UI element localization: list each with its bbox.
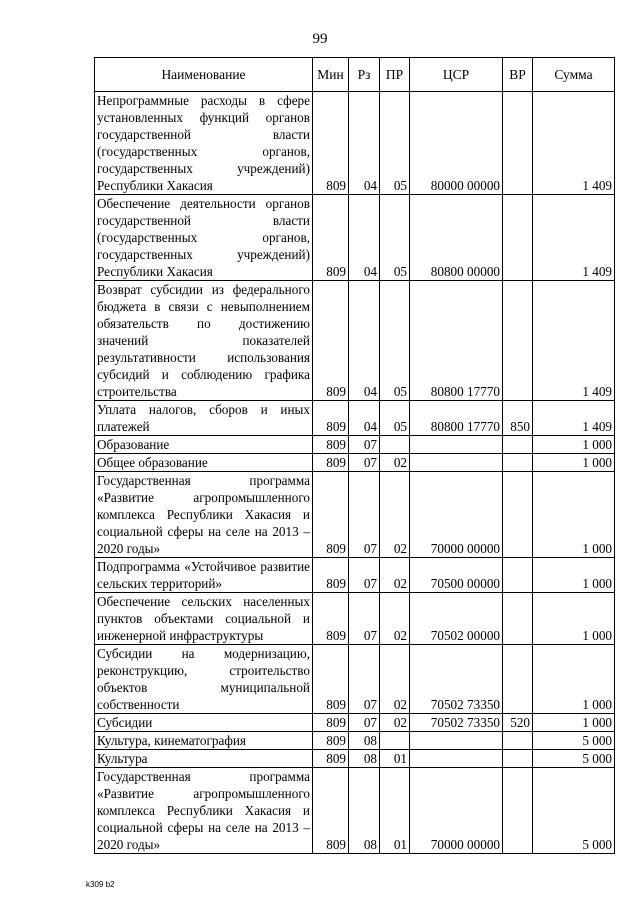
cell-csr: 70502 73350 bbox=[410, 714, 503, 732]
cell-name: Обеспечение сельских населенных пунктов объектами социальной и инженерной инфраструктуры bbox=[95, 593, 313, 645]
cell-sum: 1 000 bbox=[533, 454, 615, 472]
cell-name: Образование bbox=[95, 436, 313, 454]
cell-sum: 1 000 bbox=[533, 558, 615, 593]
cell-rz: 04 bbox=[349, 401, 380, 436]
cell-rz: 07 bbox=[349, 645, 380, 714]
cell-sum: 1 409 bbox=[533, 195, 615, 281]
cell-sum: 1 000 bbox=[533, 593, 615, 645]
cell-rz: 07 bbox=[349, 593, 380, 645]
table-row bbox=[95, 593, 615, 645]
cell-name: Уплата налогов, сборов и иных платежей bbox=[95, 401, 313, 436]
cell-csr bbox=[410, 732, 503, 750]
header-pr: ПР bbox=[380, 58, 410, 92]
cell-name: Возврат субсидии из федерального бюджета в связи с невыполнением обязательств по достижению значений показателей результативности использования субсидий и соблюдению графика строительства bbox=[95, 281, 313, 401]
cell-name: Общее образование bbox=[95, 454, 313, 472]
cell-name: Государственная программа «Развитие агропромышленного комплекса Республики Хакасия и социальной сферы на селе на 2013 – 2020 годы» bbox=[95, 472, 313, 558]
cell-name: Субсидии bbox=[95, 714, 313, 732]
table-row bbox=[95, 281, 615, 401]
cell-min: 809 bbox=[313, 750, 349, 768]
cell-csr: 70502 73350 bbox=[410, 645, 503, 714]
cell-pr: 02 bbox=[380, 472, 410, 558]
cell-pr: 02 bbox=[380, 593, 410, 645]
cell-pr bbox=[380, 732, 410, 750]
cell-sum: 1 000 bbox=[533, 714, 615, 732]
cell-rz: 04 bbox=[349, 195, 380, 281]
table-row bbox=[95, 768, 615, 854]
cell-min: 809 bbox=[313, 281, 349, 401]
cell-vr bbox=[503, 472, 533, 558]
cell-vr bbox=[503, 436, 533, 454]
table-row bbox=[95, 454, 615, 472]
cell-rz: 08 bbox=[349, 768, 380, 854]
cell-rz: 07 bbox=[349, 436, 380, 454]
cell-pr: 05 bbox=[380, 401, 410, 436]
cell-name: Культура bbox=[95, 750, 313, 768]
cell-csr: 70502 00000 bbox=[410, 593, 503, 645]
header-min: Мин bbox=[313, 58, 349, 92]
cell-min: 809 bbox=[313, 436, 349, 454]
cell-min: 809 bbox=[313, 92, 349, 195]
cell-vr bbox=[503, 454, 533, 472]
cell-name: Государственная программа «Развитие агропромышленного комплекса Республики Хакасия и социальной сферы на селе на 2013 – 2020 годы» bbox=[95, 768, 313, 854]
table-header-row bbox=[95, 58, 615, 92]
cell-csr: 70500 00000 bbox=[410, 558, 503, 593]
cell-csr: 80800 17770 bbox=[410, 401, 503, 436]
table-row bbox=[95, 732, 615, 750]
cell-rz: 07 bbox=[349, 472, 380, 558]
cell-csr: 80000 00000 bbox=[410, 92, 503, 195]
table-row bbox=[95, 195, 615, 281]
cell-sum: 1 000 bbox=[533, 436, 615, 454]
cell-vr bbox=[503, 281, 533, 401]
table-row bbox=[95, 401, 615, 436]
cell-csr bbox=[410, 436, 503, 454]
header-sum: Сумма bbox=[533, 58, 615, 92]
cell-pr: 02 bbox=[380, 454, 410, 472]
table-body bbox=[95, 92, 615, 854]
cell-pr: 05 bbox=[380, 195, 410, 281]
cell-pr: 05 bbox=[380, 281, 410, 401]
cell-min: 809 bbox=[313, 558, 349, 593]
cell-name: Подпрограмма «Устойчивое развитие сельских территорий» bbox=[95, 558, 313, 593]
cell-pr: 02 bbox=[380, 645, 410, 714]
table-row bbox=[95, 558, 615, 593]
cell-csr bbox=[410, 750, 503, 768]
cell-sum: 1 409 bbox=[533, 401, 615, 436]
cell-pr: 02 bbox=[380, 558, 410, 593]
cell-min: 809 bbox=[313, 593, 349, 645]
cell-sum: 5 000 bbox=[533, 750, 615, 768]
cell-min: 809 bbox=[313, 768, 349, 854]
table-row bbox=[95, 750, 615, 768]
cell-sum: 1 000 bbox=[533, 645, 615, 714]
header-vr: ВР bbox=[503, 58, 533, 92]
cell-min: 809 bbox=[313, 472, 349, 558]
cell-min: 809 bbox=[313, 714, 349, 732]
cell-csr: 70000 00000 bbox=[410, 472, 503, 558]
cell-min: 809 bbox=[313, 732, 349, 750]
cell-vr bbox=[503, 195, 533, 281]
table-row bbox=[95, 645, 615, 714]
header-rz: Рз bbox=[349, 58, 380, 92]
cell-rz: 08 bbox=[349, 732, 380, 750]
cell-vr bbox=[503, 768, 533, 854]
cell-pr: 01 bbox=[380, 768, 410, 854]
cell-rz: 07 bbox=[349, 454, 380, 472]
cell-pr: 02 bbox=[380, 714, 410, 732]
cell-sum: 1 409 bbox=[533, 281, 615, 401]
cell-sum: 1 000 bbox=[533, 472, 615, 558]
cell-csr: 80800 00000 bbox=[410, 195, 503, 281]
page-number: 99 bbox=[312, 31, 328, 47]
cell-name: Обеспечение деятельности органов государственной власти (государственных органов, государственных учреждений) Республики Хакасия bbox=[95, 195, 313, 281]
cell-vr bbox=[503, 593, 533, 645]
cell-min: 809 bbox=[313, 645, 349, 714]
header-csr: ЦСР bbox=[410, 58, 503, 92]
budget-table bbox=[94, 57, 615, 854]
cell-min: 809 bbox=[313, 401, 349, 436]
table-row bbox=[95, 472, 615, 558]
header-name: Наименование bbox=[95, 58, 313, 92]
table-row bbox=[95, 436, 615, 454]
cell-name: Субсидии на модернизацию, реконструкцию, строительство объектов муниципальной собственности bbox=[95, 645, 313, 714]
cell-pr: 05 bbox=[380, 92, 410, 195]
cell-min: 809 bbox=[313, 454, 349, 472]
cell-vr bbox=[503, 750, 533, 768]
cell-sum: 1 409 bbox=[533, 92, 615, 195]
cell-vr: 520 bbox=[503, 714, 533, 732]
cell-name: Непрограммные расходы в сфере установленных функций органов государственной власти (государственных органов, государственных учреждений) Республики Хакасия bbox=[95, 92, 313, 195]
cell-pr bbox=[380, 436, 410, 454]
cell-vr bbox=[503, 732, 533, 750]
cell-rz: 04 bbox=[349, 281, 380, 401]
cell-rz: 07 bbox=[349, 558, 380, 593]
cell-rz: 04 bbox=[349, 92, 380, 195]
cell-vr bbox=[503, 645, 533, 714]
cell-name: Культура, кинематография bbox=[95, 732, 313, 750]
cell-vr bbox=[503, 558, 533, 593]
cell-pr: 01 bbox=[380, 750, 410, 768]
cell-vr: 850 bbox=[503, 401, 533, 436]
table-row bbox=[95, 92, 615, 195]
cell-csr: 80800 17770 bbox=[410, 281, 503, 401]
cell-sum: 5 000 bbox=[533, 732, 615, 750]
cell-sum: 5 000 bbox=[533, 768, 615, 854]
cell-min: 809 bbox=[313, 195, 349, 281]
cell-csr bbox=[410, 454, 503, 472]
table-row bbox=[95, 714, 615, 732]
cell-rz: 08 bbox=[349, 750, 380, 768]
cell-vr bbox=[503, 92, 533, 195]
cell-rz: 07 bbox=[349, 714, 380, 732]
footer-code: k309 b2 bbox=[86, 880, 115, 889]
cell-csr: 70000 00000 bbox=[410, 768, 503, 854]
